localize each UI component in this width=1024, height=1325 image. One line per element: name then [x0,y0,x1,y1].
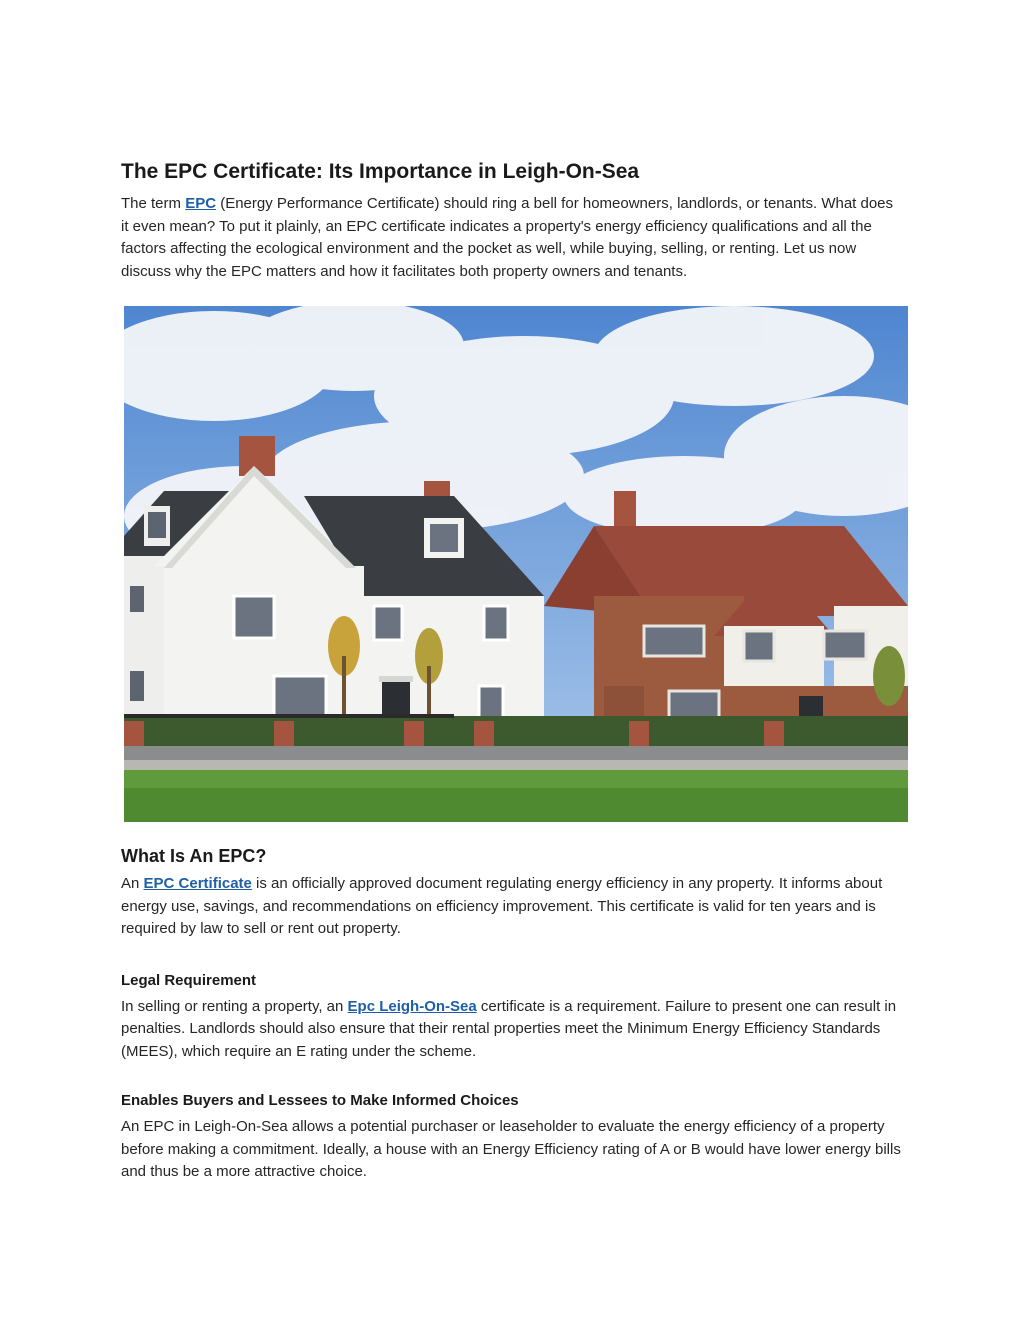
document-page [121,157,901,1184]
pavement [124,746,908,760]
informed-choices-paragraph: An EPC in Leigh-On-Sea allows a potential purchaser or leaseholder to evaluate the energy efficiency of a property before making a commitment. Ideally, a house with an Energy Efficiency rating of A or B would have lower energy bills and thus be a more attractive choice. [121,1118,901,1180]
what-is-epc-heading: What Is An EPC? [121,846,267,866]
intro-paragraph [121,193,901,283]
front-fence [124,714,908,751]
informed-choices-heading: Enables Buyers and Lessees to Make Informed Choices [121,1092,519,1109]
epc-leigh-on-sea-link[interactable]: Epc Leigh-On-Sea [347,997,477,1015]
page-title: The EPC Certificate: Its Importance in Leigh-On-Sea [121,160,640,183]
what-is-text-after: is an officially approved document regulating energy efficiency in any property. It informs about energy use, savings, and recommendations on efficiency improvement. This certificate is valid for ten years and is required by law to sell or rent out property. [121,875,883,937]
legal-requirement-heading: Legal Requirement [121,971,257,989]
intro-text-before: The term [121,195,186,212]
road [124,760,908,770]
intro-text-after: (Energy Performance Certificate) should ring a bell for homeowners, landlords, or tenants. What does it even mean? To put it plainly, an EPC certificate indicates a property's energy efficiency qualifications and all the factors affecting the ecological environment and the pocket as well, while buying, selling, or renting. Let us now discuss why the EPC matters and how it facilitates both property owners and tenants. [121,195,894,280]
epc-certificate-link[interactable]: EPC Certificate [143,875,252,892]
epc-link[interactable]: EPC [185,195,217,212]
houses-photo [124,306,908,822]
what-is-epc-paragraph [121,873,901,941]
legal-text-after: certificate is a requirement. Failure to present one can result in penalties. Landlords should also ensure that their rental properties meet the Minimum Energy Efficiency Standards (MEES), which require an E rating under the scheme. [121,997,897,1060]
legal-requirement-paragraph [121,996,901,1064]
what-is-text-before: An [121,875,144,892]
legal-text-before: In selling or renting a property, an [121,997,348,1015]
